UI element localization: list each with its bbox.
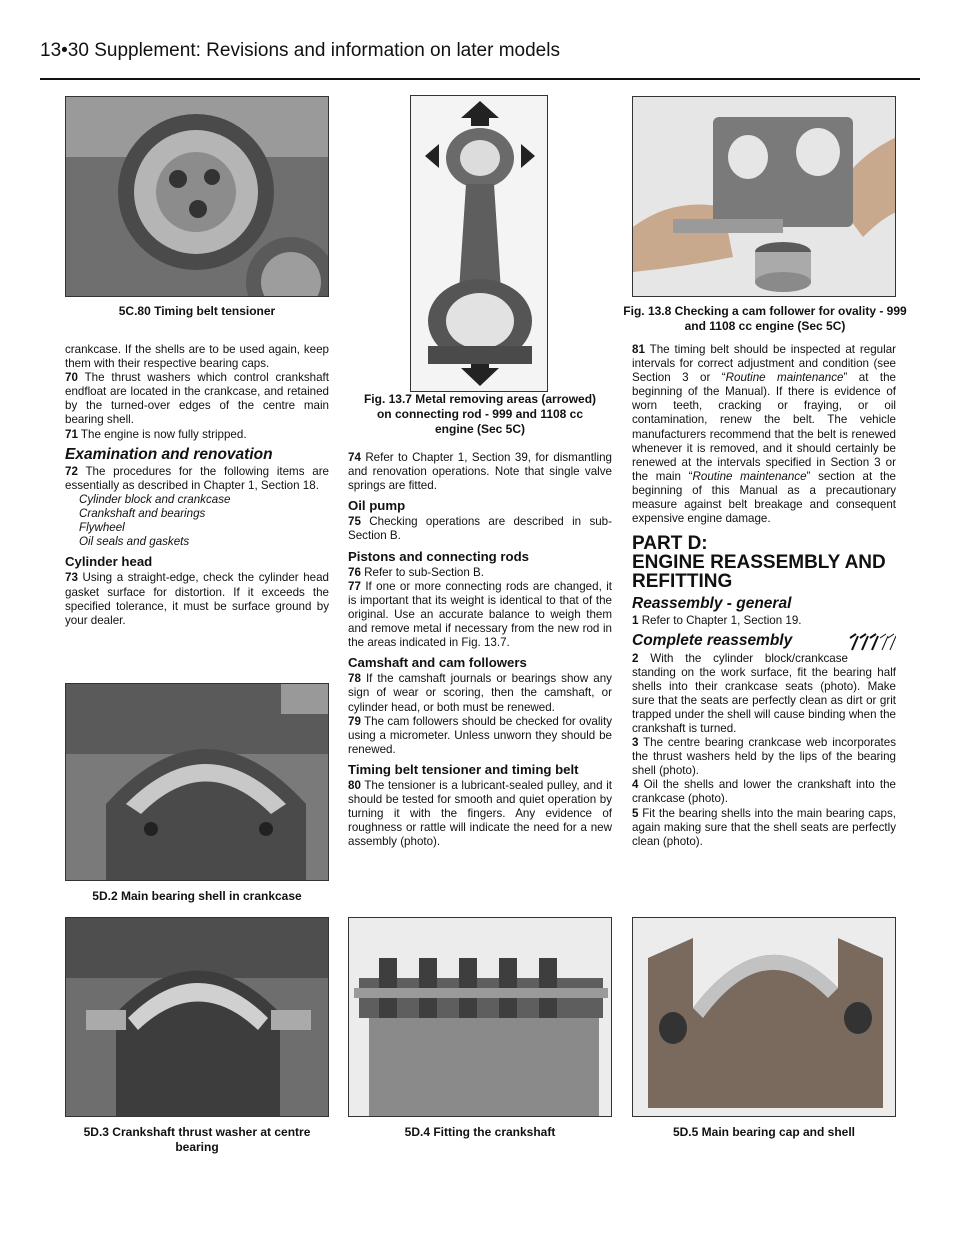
- heading-complete-reassembly: Complete reassembly: [632, 634, 896, 648]
- text-column-3: [632, 343, 896, 849]
- paragraph-70: 70 The thrust washers which control crankshaft endfloat are located in the crankcase, and retained by the turned-over edges of the centre main bearing shell.: [65, 371, 329, 427]
- paragraph-81: 81 The timing belt should be inspected at regular intervals for correct adjustment and condition (see Section 3 or “Routine maintenance” at the beginning of the Manual). If there is evidence of worn teeth, cracking or fraying, or oil contamination, renew the belt. The vehicle manufacturers recommend that the belt is renewed whenever it is removed, and it should certainly be renewed at the intervals specified in Section 3 or the main “Routine maintenance” section at the beginning of this Manual as a precautionary measure against belt breakage and consequent expensive engine damage.: [632, 343, 897, 526]
- paragraph-79: 79 The cam followers should be checked for ovality using a micrometer. Unless unworn they should be renewed.: [348, 714, 612, 756]
- paragraph-intro: crankcase. If the shells are to be used again, keep them with their respective bearing caps.: [65, 343, 329, 371]
- heading-reassembly-general: Reassembly - general: [632, 595, 792, 613]
- caption-fitting-crankshaft: 5D.4 Fitting the crankshaft: [404, 1125, 556, 1139]
- heading-cylinder-head: Cylinder head: [65, 554, 153, 570]
- paragraph-75: 75 Checking operations are described in sub-Section B.: [348, 515, 612, 543]
- photo-main-bearing-shell: [65, 683, 329, 881]
- text-column-1: [65, 343, 329, 628]
- figure-connecting-rod: [410, 95, 548, 392]
- paragraph-71: 71 The engine is now fully stripped.: [65, 427, 247, 441]
- list-item: Flywheel: [79, 521, 125, 535]
- paragraph-3: 3 The centre bearing crankcase web incorporates the thrust washers held by the lips of the bearing shell (photo).: [632, 736, 897, 778]
- paragraph-2: 2 With the cylinder block/crankcase standing on the work surface, fit the bearing half shells into their crankcase seats (photo). Make sure that the seats are perfectly clean as dirt or grit trapped under the shell will cause binding when the crankshaft is turned.: [632, 651, 896, 735]
- photo-thrust-washer: [65, 917, 329, 1117]
- paragraph-5: 5 Fit the bearing shells into the main bearing caps, again making sure that the shell seats are perfectly clean (photo).: [632, 806, 896, 848]
- paragraph-74: 74 Refer to Chapter 1, Section 39, for dismantling and renovation operations. Note that single valve springs are fitted.: [348, 451, 612, 493]
- page-header: 13•30 Supplement: Revisions and information on later models: [40, 40, 560, 61]
- photo-fitting-crankshaft: [348, 917, 612, 1117]
- caption-main-bearing-cap: 5D.5 Main bearing cap and shell: [672, 1125, 856, 1139]
- photo-timing-belt-tensioner: [65, 96, 329, 297]
- heading-timing-belt: Timing belt tensioner and timing belt: [348, 761, 579, 777]
- heading-camshaft-cam-followers: Camshaft and cam followers: [348, 655, 527, 671]
- paragraph-72: 72 The procedures for the following items are essentially as described in Chapter 1, Section 18.: [65, 464, 330, 492]
- paragraph-76: 76 Refer to sub-Section B.: [348, 565, 485, 579]
- list-item: Crankshaft and bearings: [79, 507, 206, 521]
- caption-fig-13-8: Fig. 13.8 Checking a cam follower for ovality - 999 and 1108 cc engine (Sec 5C): [623, 304, 907, 333]
- paragraph-4: 4 Oil the shells and lower the crankshaft into the crankcase (photo).: [632, 778, 896, 806]
- paragraph-73: 73 Using a straight-edge, check the cylinder head gasket surface for distortion. If it exceeds the specified tolerance, it must be surface ground by your dealer.: [65, 571, 329, 627]
- text-column-2: [348, 451, 612, 849]
- caption-main-bearing-shell: 5D.2 Main bearing shell in crankcase: [92, 889, 302, 903]
- paragraph-80: 80 The tensioner is a lubricant-sealed pulley, and it should be tested for smooth and quiet operation by turning it with the fingers. Any evidence of roughness or rattle will indicate the need for a new assembly (photo).: [348, 778, 612, 849]
- caption-timing-belt-tensioner: 5C.80 Timing belt tensioner: [118, 304, 276, 318]
- wrench-icon: [848, 632, 896, 655]
- heading-examination-renovation: Examination and renovation: [65, 445, 273, 463]
- list-item: Cylinder block and crankcase: [79, 492, 231, 506]
- list-item: Oil seals and gaskets: [79, 535, 190, 549]
- photo-cam-follower: [632, 96, 896, 297]
- caption-fig-13-7: Fig. 13.7 Metal removing areas (arrowed) on connecting rod - 999 and 1108 cc engine (Sec 5C): [363, 392, 597, 436]
- heading-oil-pump: Oil pump: [348, 498, 406, 514]
- header-rule: [40, 78, 920, 80]
- paragraph-78: 78 If the camshaft journals or bearings show any sign of wear or scoring, then the camshaft, or cylinder head, or both must be renewed.: [348, 672, 612, 714]
- heading-pistons-connecting-rods: Pistons and connecting rods: [348, 548, 529, 564]
- paragraph-1: 1 Refer to Chapter 1, Section 19.: [632, 614, 802, 628]
- part-d-heading: PART D: ENGINE REASSEMBLY AND REFITTING: [632, 533, 886, 593]
- paragraph-77: 77 If one or more connecting rods are changed, it is important that its weight is identical to that of the original. Use an accurate balance to weigh them and remove metal if necessary from the new rod in the areas indicated in Fig. 13.7.: [348, 579, 612, 650]
- caption-thrust-washer: 5D.3 Crankshaft thrust washer at centre bearing: [83, 1125, 311, 1154]
- photo-main-bearing-cap: [632, 917, 896, 1117]
